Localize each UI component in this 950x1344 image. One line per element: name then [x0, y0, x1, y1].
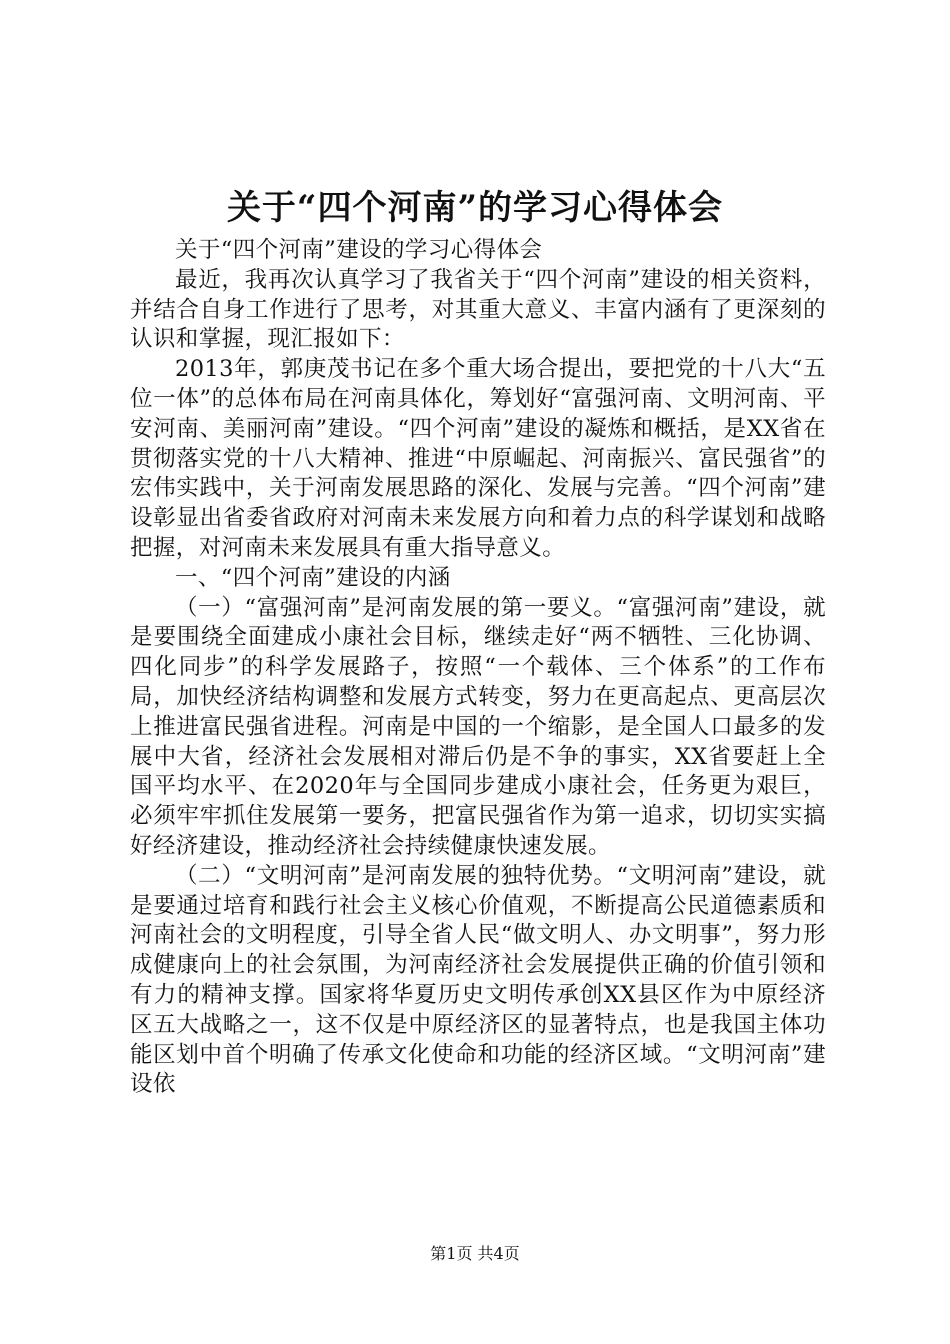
section-heading: 一、“四个河南”建设的内涵	[175, 564, 451, 591]
background-paragraph: 2013年，郭庚茂书记在多个重大场合提出，要把党的十八大“五位一体”的总体布局在河南具体化，筹划好“富强河南、文明河南、平安河南、美丽河南”建设。“四个河南”建设的凝炼和概括，是XX省在贯彻落实党的十八大精神、推进“中原崛起、河南振兴、富民强省”的宏伟实践中，关于河南发展思路的深化、发展与完善。“四个河南”建设彰显出省委省政府对河南未来发展方向和着力点的科学谋划和战略把握，对河南未来发展具有重大指导意义。	[130, 356, 826, 561]
point-two-paragraph: （二）“文明河南”是河南发展的独特优势。“文明河南”建设，就是要通过培育和践行社会主义核心价值观，不断提高公民道德素质和河南社会的文明程度，引导全省人民“做文明人、办文明事”，努力形成健康向上的社会氛围，为河南经济社会发展提供正确的价值引领和有力的精神支撑。国家将华夏历史文明传承创XX县区作为中原经济区五大战略之一，这不仅是中原经济区的显著特点，也是我国主体功能区划中首个明确了传承文化使命和功能的经济区域。“文明河南”建设依	[130, 862, 826, 1098]
document-title: 关于“四个河南”的学习心得体会	[226, 188, 724, 228]
subtitle-paragraph: 关于“四个河南”建设的学习心得体会	[175, 237, 543, 263]
intro-paragraph: 最近，我再次认真学习了我省关于“四个河南”建设的相关资料，并结合自身工作进行了思考，对其重大意义、丰富内涵有了更深刻的认识和掌握，现汇报如下：	[130, 266, 826, 353]
page-number-footer: 第1页 共4页	[430, 1244, 520, 1263]
point-one-paragraph: （一）“富强河南”是河南发展的第一要义。“富强河南”建设，就是要围绕全面建成小康社会目标，继续走好“两不牺牲、三化协调、四化同步”的科学发展路子，按照“一个载体、三个体系”的工作布局，加快经济结构调整和发展方式转变，努力在更高起点、更高层次上推进富民强省进程。河南是中国的一个缩影，是全国人口最多的发展中大省，经济社会发展相对滞后仍是不争的事实，XX省要赶上全国平均水平、在2020年与全国同步建成小康社会，任务更为艰巨，必须牢牢抓住发展第一要务，把富民强省作为第一追求，切切实实搞好经济建设，推动经济社会持续健康快速发展。	[130, 594, 826, 859]
document-body	[130, 236, 826, 1100]
